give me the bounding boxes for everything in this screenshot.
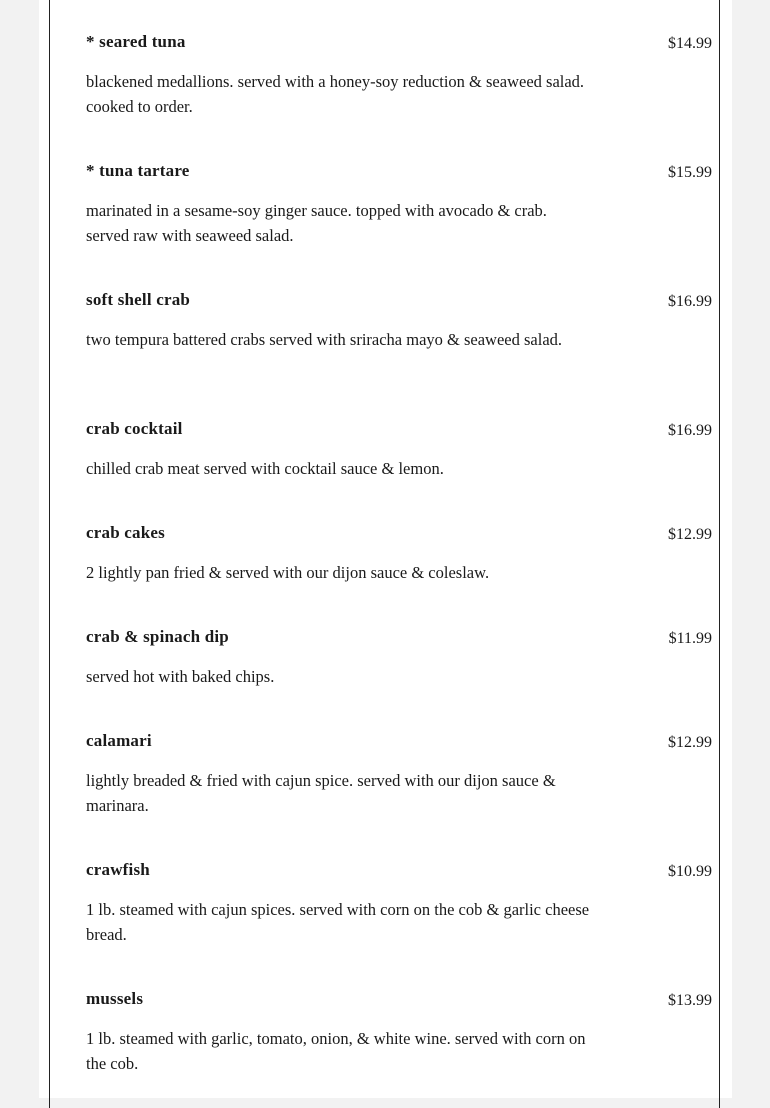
item-description: 1 lb. steamed with garlic, tomato, onion, & white wine. served with corn on the cob. bbox=[86, 1029, 586, 1073]
item-name: crawfish bbox=[86, 860, 150, 879]
item-price: $16.99 bbox=[668, 293, 712, 310]
item-description: chilled crab meat served with cocktail sauce & lemon. bbox=[86, 459, 444, 478]
item-description: served hot with baked chips. bbox=[86, 667, 275, 686]
item-price: $12.99 bbox=[668, 526, 712, 543]
item-name: crab cakes bbox=[86, 523, 165, 542]
item-name: mussels bbox=[86, 989, 144, 1008]
item-price: $11.99 bbox=[668, 630, 712, 647]
item-name: calamari bbox=[86, 731, 152, 750]
item-description: two tempura battered crabs served with sriracha mayo & seaweed salad. bbox=[86, 330, 563, 349]
item-description: 2 lightly pan fried & served with our dijon sauce & coleslaw. bbox=[86, 563, 490, 582]
item-name: soft shell crab bbox=[86, 290, 191, 309]
item-price: $12.99 bbox=[668, 734, 712, 751]
menu-panel bbox=[49, 0, 720, 1108]
item-price: $10.99 bbox=[668, 863, 712, 880]
item-description: lightly breaded & fried with cajun spice. served with our dijon sauce & marinara. bbox=[86, 771, 556, 815]
item-description: marinated in a sesame-soy ginger sauce. topped with avocado & crab. served raw with seaweed salad. bbox=[86, 201, 547, 245]
item-description: 1 lb. steamed with cajun spices. served with corn on the cob & garlic cheese bread. bbox=[86, 900, 590, 944]
item-price: $16.99 bbox=[668, 422, 712, 439]
menu-page bbox=[39, 0, 732, 1098]
item-price: $14.99 bbox=[668, 35, 712, 52]
item-price: $13.99 bbox=[668, 992, 712, 1009]
item-name: * tuna tartare bbox=[86, 161, 190, 180]
item-name: crab cocktail bbox=[86, 419, 183, 438]
item-description: blackened medallions. served with a honey-soy reduction & seaweed salad. cooked to order. bbox=[86, 72, 585, 116]
item-price: $15.99 bbox=[668, 164, 712, 181]
item-name: * seared tuna bbox=[86, 32, 186, 51]
item-name: crab & spinach dip bbox=[86, 627, 229, 646]
